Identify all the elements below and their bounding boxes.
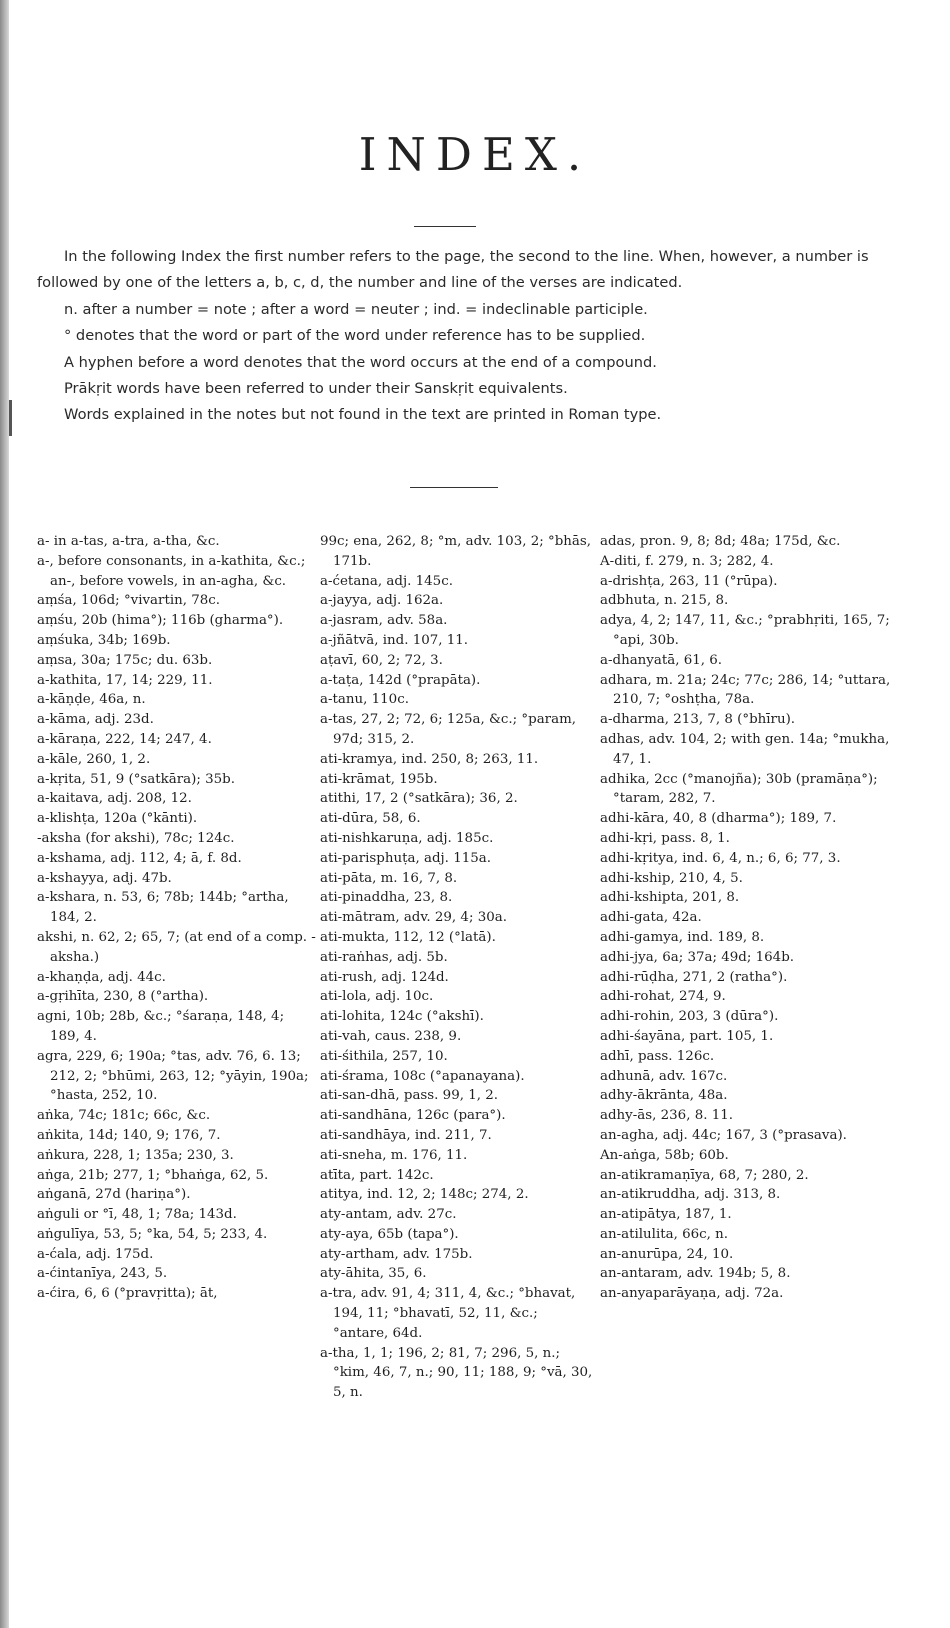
section-rule bbox=[410, 487, 498, 488]
index-entry: adhi-gata, 42a. bbox=[600, 910, 702, 926]
index-entry: adhi-śayāna, part. 105, 1. bbox=[600, 1028, 774, 1044]
index-entry: agra, 229, 6; 190a; °tas, adv. 76, 6. 13; 212, 2; °bhūmi, 263, 12; °yāyin, 190a; °hasta, 252, 10. bbox=[37, 1048, 309, 1104]
index-entry: an-atipātya, 187, 1. bbox=[600, 1207, 732, 1223]
index-entry: aṭavī, 60, 2; 72, 3. bbox=[320, 652, 443, 668]
index-entry: a-kaitava, adj. 208, 12. bbox=[37, 791, 192, 807]
intro-note-hyphen: A hyphen before a word denotes that the word occurs at the end of a compound. bbox=[64, 353, 657, 371]
index-entry: a-kāle, 260, 1, 2. bbox=[37, 751, 151, 767]
index-entry: ati-vah, caus. 238, 9. bbox=[320, 1028, 462, 1044]
intro-note-degree: ° denotes that the word or part of the word under reference has to be supplied. bbox=[64, 327, 646, 345]
index-entry: an-antaram, adv. 194b; 5, 8. bbox=[600, 1266, 791, 1282]
index-entry: a-taṭa, 142d (°prapāta). bbox=[320, 672, 481, 688]
index-entry: aṅka, 74c; 181c; 66c, &c. bbox=[37, 1108, 211, 1124]
index-entry: ati-krāmat, 195b. bbox=[320, 771, 438, 787]
index-entry: 99c; ena, 262, 8; °m, adv. 103, 2; °bhās, 171b. bbox=[320, 534, 592, 569]
index-entry: ati-mukta, 112, 12 (°latā). bbox=[320, 929, 496, 945]
index-entry: adhika, 2cc (°manojña); 30b (pramāṇa°); °taram, 282, 7. bbox=[600, 771, 878, 807]
index-entry: -aksha (for akshi), 78c; 124c. bbox=[37, 830, 235, 846]
index-entry: aṅkura, 228, 1; 135a; 230, 3. bbox=[37, 1147, 234, 1163]
index-entry: a-klishṭa, 120a (°kānti). bbox=[37, 811, 198, 827]
binding-mark bbox=[9, 400, 12, 436]
index-entry: an-atikruddha, adj. 313, 8. bbox=[600, 1187, 781, 1203]
index-entry: aty-āhita, 35, 6. bbox=[320, 1266, 427, 1282]
index-entry: adhi-kship, 210, 4, 5. bbox=[600, 870, 743, 886]
index-entry: a-kshama, adj. 112, 4; ā, f. 8d. bbox=[37, 850, 242, 866]
index-entry: a-kāma, adj. 23d. bbox=[37, 712, 154, 728]
index-entry: adhi-jya, 6a; 37a; 49d; 164b. bbox=[600, 949, 795, 965]
index-entry: aṅgulīya, 53, 5; °ka, 54, 5; 233, 4. bbox=[37, 1226, 268, 1242]
index-entry: aty-antam, adv. 27c. bbox=[320, 1207, 457, 1223]
index-entry: aṃśu, 20b (hima°); 116b (gharma°). bbox=[37, 613, 284, 629]
index-entry: adhi-rohat, 274, 9. bbox=[600, 989, 726, 1005]
index-entry: aṃsa, 30a; 175c; du. 63b. bbox=[37, 652, 213, 668]
intro-note-prakrit: Prākṛit words have been referred to under their Sanskṛit equivalents. bbox=[64, 380, 568, 398]
index-entry: a-, before consonants, in a-kathita, &c.; an-, before vowels, in an-agha, &c. bbox=[37, 553, 306, 589]
index-entry: ati-pāta, m. 16, 7, 8. bbox=[320, 870, 458, 886]
index-entry: a-ćala, adj. 175d. bbox=[37, 1246, 154, 1262]
index-entry: a-kshayya, adj. 47b. bbox=[37, 870, 172, 886]
index-entry: ati-pinaddha, 23, 8. bbox=[320, 890, 453, 906]
index-entry: aty-artham, adv. 175b. bbox=[320, 1246, 473, 1262]
index-entry: a-ćira, 6, 6 (°pravṛitta); āt, bbox=[37, 1286, 218, 1302]
index-entry: a-kathita, 17, 14; 229, 11. bbox=[37, 672, 213, 688]
index-entry: a-tas, 27, 2; 72, 6; 125a, &c.; °param, 97d; 315, 2. bbox=[320, 712, 577, 747]
title-rule bbox=[414, 226, 476, 227]
index-entry: adhī, pass. 126c. bbox=[600, 1048, 715, 1064]
index-entry: an-atikramaṇīya, 68, 7; 280, 2. bbox=[600, 1167, 809, 1183]
index-entry: adhi-kṛitya, ind. 6, 4, n.; 6, 6; 77, 3. bbox=[600, 850, 841, 866]
index-entry: ati-kramya, ind. 250, 8; 263, 11. bbox=[320, 751, 539, 767]
index-entry: a-kṛita, 51, 9 (°satkāra); 35b. bbox=[37, 771, 236, 787]
index-entry: ati-dūra, 58, 6. bbox=[320, 811, 421, 827]
index-entry: an-anurūpa, 24, 10. bbox=[600, 1246, 734, 1262]
index-entry: a-kāṇḍe, 46a, n. bbox=[37, 692, 146, 708]
index-entry: aṅganā, 27d (hariṇa°). bbox=[37, 1187, 191, 1203]
index-entry: atitya, ind. 12, 2; 148c; 274, 2. bbox=[320, 1187, 529, 1203]
index-entry: adhy-ākrānta, 48a. bbox=[600, 1088, 728, 1104]
index-entry: a-gṛihīta, 230, 8 (°artha). bbox=[37, 989, 209, 1005]
index-entry: an-anyaparāyaṇa, adj. 72a. bbox=[600, 1286, 784, 1302]
index-entry: a-khaṇḍa, adj. 44c. bbox=[37, 969, 166, 985]
index-column-2 bbox=[320, 532, 595, 1403]
index-entry: a-tha, 1, 1; 196, 2; 81, 7; 296, 5, n.; °kim, 46, 7, n.; 90, 11; 188, 9; °vā, 30, 5, n. bbox=[320, 1345, 593, 1401]
index-column-3 bbox=[600, 532, 900, 1304]
index-entry: a-tanu, 110c. bbox=[320, 692, 409, 708]
index-entry: adhi-kāra, 40, 8 (dharma°); 189, 7. bbox=[600, 811, 837, 827]
index-entry: a- in a-tas, a-tra, a-tha, &c. bbox=[37, 534, 220, 549]
index-entry: ati-sandhāna, 126c (para°). bbox=[320, 1108, 506, 1124]
index-entry: adya, 4, 2; 147, 11, &c.; °prabhṛiti, 165, 7; °api, 30b. bbox=[600, 613, 890, 648]
index-entry: A-diti, f. 279, n. 3; 282, 4. bbox=[600, 553, 774, 569]
index-entry: ati-nishkaruṇa, adj. 185c. bbox=[320, 830, 494, 846]
index-entry: ati-rush, adj. 124d. bbox=[320, 969, 449, 985]
index-entry: akshi, n. 62, 2; 65, 7; (at end of a comp. -aksha.) bbox=[37, 929, 316, 965]
index-entry: adhi-rūḍha, 271, 2 (ratha°). bbox=[600, 969, 788, 985]
index-entry: a-drishṭa, 263, 11 (°rūpa). bbox=[600, 573, 778, 589]
index-entry: ati-sneha, m. 176, 11. bbox=[320, 1147, 468, 1163]
page-title: INDEX. bbox=[358, 128, 592, 181]
index-entry: adhi-gamya, ind. 189, 8. bbox=[600, 929, 765, 945]
index-entry: adas, pron. 9, 8; 8d; 48a; 175d, &c. bbox=[600, 534, 841, 549]
index-entry: a-ćetana, adj. 145c. bbox=[320, 573, 453, 589]
index-entry: an-atilulita, 66c, n. bbox=[600, 1226, 729, 1242]
index-entry: ati-san-dhā, pass. 99, 1, 2. bbox=[320, 1088, 499, 1104]
index-entry: a-jayya, adj. 162a. bbox=[320, 593, 444, 609]
index-entry: ati-lohita, 124c (°akshī). bbox=[320, 1009, 484, 1025]
index-entry: An-aṅga, 58b; 60b. bbox=[600, 1147, 729, 1163]
index-entry: ati-raṅhas, adj. 5b. bbox=[320, 949, 448, 965]
book-binding-edge bbox=[0, 0, 9, 1628]
index-entry: aṃśa, 106d; °vivartin, 78c. bbox=[37, 593, 221, 609]
index-entry: agni, 10b; 28b, &c.; °śaraṇa, 148, 4; 189, 4. bbox=[37, 1009, 285, 1044]
index-entry: ati-parisphuṭa, adj. 115a. bbox=[320, 850, 491, 866]
index-entry: aṃśuka, 34b; 169b. bbox=[37, 632, 171, 648]
index-entry: a-ćintanīya, 243, 5. bbox=[37, 1266, 168, 1282]
index-entry: ati-lola, adj. 10c. bbox=[320, 989, 434, 1005]
index-entry: aty-aya, 65b (tapa°). bbox=[320, 1226, 459, 1242]
index-entry: atithi, 17, 2 (°satkāra); 36, 2. bbox=[320, 791, 518, 807]
index-entry: ati-śithila, 257, 10. bbox=[320, 1048, 448, 1064]
index-entry: a-kāraṇa, 222, 14; 247, 4. bbox=[37, 731, 212, 747]
index-entry: a-dharma, 213, 7, 8 (°bhīru). bbox=[600, 712, 796, 728]
index-entry: adhara, m. 21a; 24c; 77c; 286, 14; °uttara, 210, 7; °oshṭha, 78a. bbox=[600, 672, 891, 708]
index-entry: an-agha, adj. 44c; 167, 3 (°prasava). bbox=[600, 1127, 847, 1143]
index-entry: ati-mātram, adv. 29, 4; 30a. bbox=[320, 910, 507, 926]
index-entry: a-dhanyatā, 61, 6. bbox=[600, 652, 723, 668]
index-entry: aṅguli or °ī, 48, 1; 78a; 143d. bbox=[37, 1207, 237, 1223]
index-column-1 bbox=[37, 532, 317, 1304]
index-entry: adhi-kṛi, pass. 8, 1. bbox=[600, 830, 730, 846]
index-entry: aṅkita, 14d; 140, 9; 176, 7. bbox=[37, 1127, 221, 1143]
index-entry: a-jñātvā, ind. 107, 11. bbox=[320, 632, 469, 648]
index-entry: adhi-kshipta, 201, 8. bbox=[600, 890, 740, 906]
intro-note-roman: Words explained in the notes but not found in the text are printed in Roman type. bbox=[64, 406, 662, 424]
index-entry: adhas, adv. 104, 2; with gen. 14a; °mukha, 47, 1. bbox=[600, 731, 890, 767]
index-entry: adhy-ās, 236, 8. 11. bbox=[600, 1108, 734, 1124]
index-entry: adhi-rohin, 203, 3 (dūra°). bbox=[600, 1009, 779, 1025]
intro-notes bbox=[37, 244, 905, 429]
intro-paragraph: In the following Index the first number refers to the page, the second to the line. When, however, a number is followed by one of the letters a, b, c, d, the number and line of the verses are indicated. bbox=[37, 248, 869, 292]
index-entry: ati-śrama, 108c (°apanayana). bbox=[320, 1068, 525, 1084]
index-entry: a-kshara, n. 53, 6; 78b; 144b; °artha, 184, 2. bbox=[37, 890, 289, 926]
index-entry: adhunā, adv. 167c. bbox=[600, 1068, 728, 1084]
index-entry: a-jasram, adv. 58a. bbox=[320, 613, 448, 629]
index-entry: adbhuta, n. 215, 8. bbox=[600, 593, 729, 609]
index-entry: a-tra, adv. 91, 4; 311, 4, &c.; °bhavat, 194, 11; °bhavatī, 52, 11, &c.; °antare, 64d. bbox=[320, 1286, 576, 1341]
intro-note-neuter: n. after a number = note ; after a word = neuter ; ind. = indeclinable participle. bbox=[64, 300, 648, 318]
index-entry: ati-sandhāya, ind. 211, 7. bbox=[320, 1127, 492, 1143]
index-entry: atīta, part. 142c. bbox=[320, 1167, 434, 1183]
index-entry: aṅga, 21b; 277, 1; °bhaṅga, 62, 5. bbox=[37, 1167, 269, 1183]
